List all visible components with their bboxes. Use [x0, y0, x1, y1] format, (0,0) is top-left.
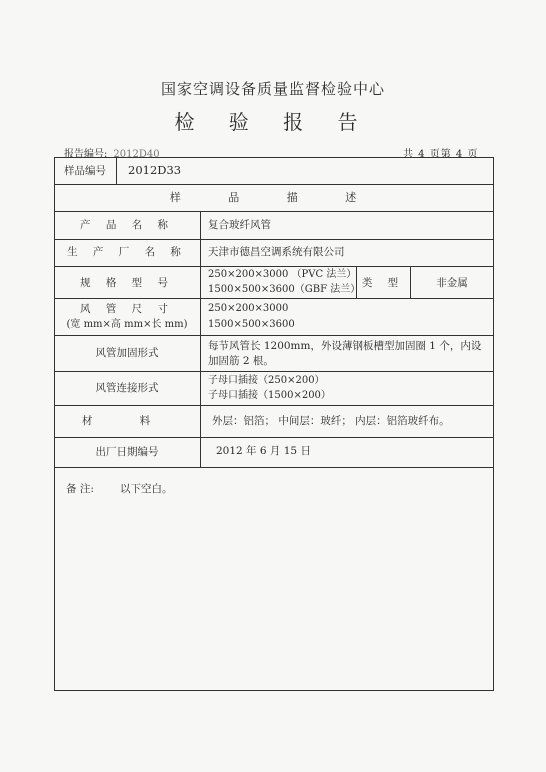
- divider: [54, 266, 494, 267]
- remarks-value: 以下空白。: [120, 483, 173, 495]
- reinforcement-value: 每节风管长 1200mm，外设薄钢板槽型加固圈 1 个，内设加固筋 2 根。: [208, 340, 482, 367]
- section-title: 样 品 描 述: [169, 191, 379, 204]
- divider: [116, 157, 117, 184]
- production-date-value: 2012 年 6 月 15 日: [216, 445, 311, 457]
- reinforcement-label: 风管加固形式: [95, 347, 159, 359]
- divider: [54, 335, 494, 336]
- divider: [54, 437, 494, 438]
- manufacturer-label: 生 产 厂 名 称: [67, 246, 187, 258]
- spec-line-1: 250×200×3000 （PVC 法兰）: [208, 269, 357, 280]
- divider: [54, 405, 494, 406]
- duct-size-label: 风 管 尺 寸: [79, 303, 174, 315]
- remarks-label: 备 注:: [66, 483, 94, 495]
- type-label: 类 型: [361, 277, 405, 289]
- duct-size-line-2: 1500×500×3600: [208, 319, 295, 330]
- divider: [54, 239, 494, 240]
- production-date-label: 出厂日期编号: [95, 446, 159, 458]
- sample-no-label: 样品编号: [64, 165, 106, 177]
- report-number-label: 报告编号:: [64, 149, 108, 160]
- spec-line-2: 1500×500×3600（GBF 法兰）: [208, 284, 361, 295]
- sample-no-value: 2012D33: [128, 163, 182, 177]
- connection-line-2: 子母口插接（1500×200）: [208, 390, 331, 401]
- product-name-value: 复合玻纤风管: [208, 219, 271, 231]
- product-name-label: 产 品 名 称: [79, 219, 174, 231]
- divider: [54, 467, 494, 468]
- report-number-value: 2012D40: [113, 149, 160, 160]
- divider: [200, 211, 201, 467]
- divider: [54, 298, 494, 299]
- divider: [54, 371, 494, 372]
- divider: [54, 184, 494, 185]
- duct-size-line-1: 250×200×3000: [208, 303, 289, 314]
- material-value: 外层：铝箔； 中间层：玻纤； 内层：铝箔玻纤布。: [212, 415, 450, 427]
- connection-line-1: 子母口插接（250×200）: [208, 375, 325, 386]
- connection-label: 风管连接形式: [95, 382, 159, 394]
- spec-label: 规 格 型 号: [79, 277, 174, 289]
- material-label: 材 料: [81, 415, 173, 427]
- divider: [54, 211, 494, 212]
- doc-title: 检 验 报 告: [174, 110, 372, 134]
- manufacturer-value: 天津市德昌空调系统有限公司: [208, 246, 345, 258]
- duct-size-unit-label: (宽 mm×高 mm×长 mm): [66, 319, 188, 330]
- page-info: 共 4 页第 4 页: [403, 149, 479, 160]
- type-value: 非金属: [436, 277, 468, 289]
- org-title: 国家空调设备质量监督检验中心: [160, 80, 385, 98]
